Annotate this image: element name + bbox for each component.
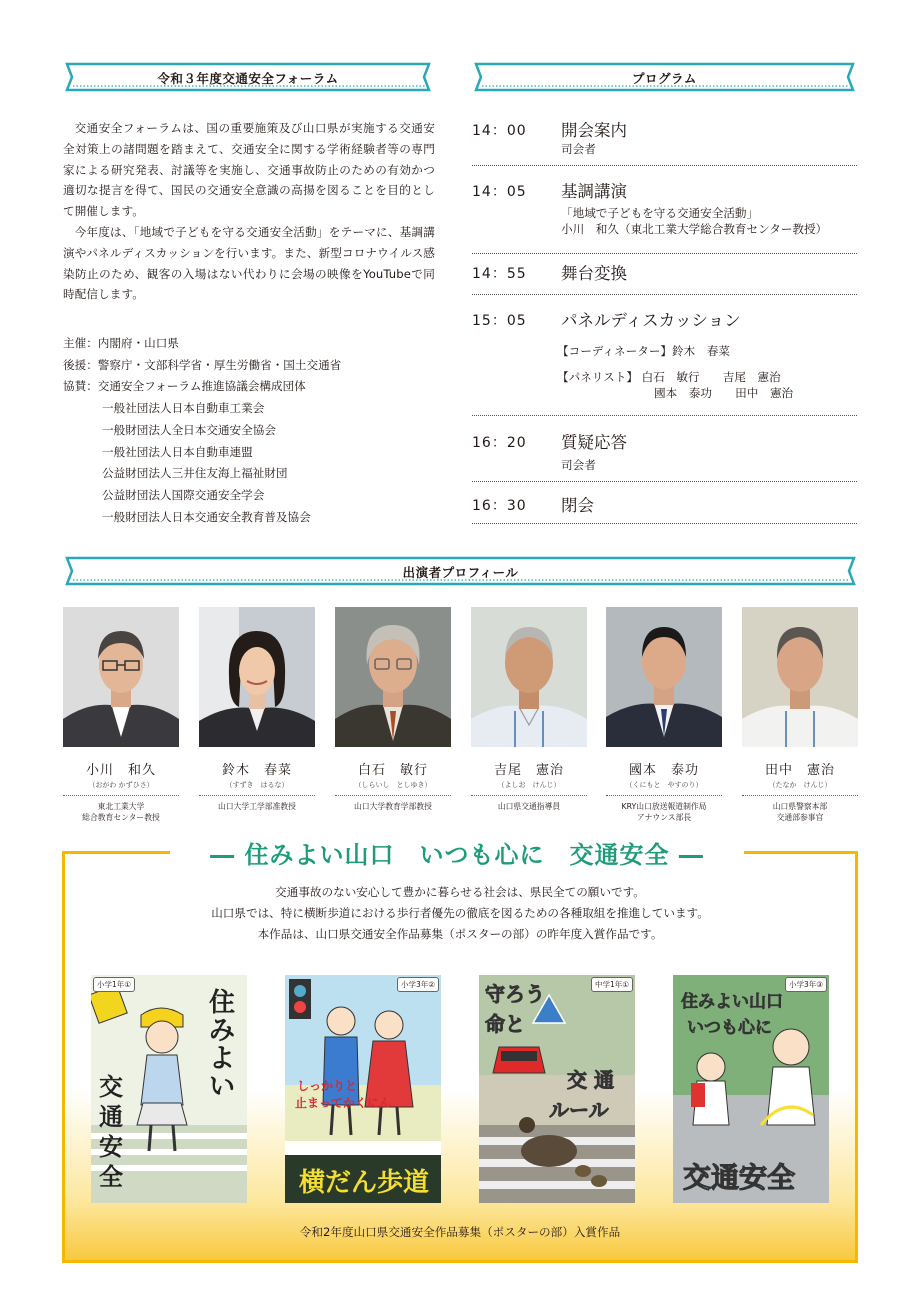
poster-artwork — [285, 975, 441, 1203]
program-item — [472, 495, 857, 524]
campaign-line: 交通事故のない安心して豊かに暮らせる社会は、県民全ての願いです。 — [275, 885, 645, 899]
program-title: 舞台変換 — [561, 264, 627, 283]
program-title: 開会案内 — [561, 121, 627, 140]
program-time: 15：05 — [472, 313, 527, 329]
program-title: パネルディスカッション — [561, 311, 741, 330]
svg-text:交 通: 交 通 — [567, 1068, 614, 1092]
portrait-photo — [471, 607, 587, 747]
poster-grade-label: 小学1年① — [93, 977, 135, 992]
program-sub: 司会者 — [561, 142, 596, 156]
poster-illustration — [673, 975, 829, 1203]
svg-text:交通安全: 交通安全 — [683, 1161, 796, 1194]
svg-text:み: み — [209, 1016, 236, 1046]
sponsor-item: 公益財団法人三井住友海上福祉財団 — [102, 466, 288, 481]
svg-text:よ: よ — [209, 1044, 236, 1074]
campaign-description — [62, 882, 858, 945]
person-name: 國本 泰功 — [628, 763, 699, 778]
program-sub: 小川 和久（東北工業大学総合教育センター教授） — [561, 222, 828, 236]
profile-list — [63, 607, 858, 822]
sponsor-item: 一般財団法人全日本交通安全協会 — [102, 422, 276, 437]
svg-text:命と: 命と — [485, 1012, 525, 1036]
program-title: 閉会 — [561, 496, 594, 515]
poster-illustration — [479, 975, 635, 1203]
campaign-line: 山口県では、特に横断歩道における歩行者優先の徹底を図るための各種取組を推進しています。 — [211, 906, 709, 920]
campaign-line: 本作品は、山口県交通安全作品募集（ポスターの部）の昨年度入賞作品です。 — [257, 927, 663, 941]
svg-text:止まってかくにん: 止まってかくにん — [295, 1096, 392, 1110]
poster-grade-label: 小学3年③ — [785, 977, 827, 992]
profile-card — [199, 607, 315, 812]
svg-text:横だん歩道: 横だん歩道 — [299, 1168, 430, 1198]
poster-grade-label: 小学3年② — [397, 977, 439, 992]
person-name-kana: （たなか けんじ） — [768, 781, 832, 789]
portrait-photo — [606, 607, 722, 747]
svg-text:安: 安 — [99, 1133, 123, 1161]
poster-illustration — [285, 975, 441, 1203]
sponsor-item: 一般社団法人日本自動車工業会 — [102, 401, 265, 416]
profile-card — [63, 607, 179, 823]
intro-paragraph-1: 交通安全フォーラムは、国の重要施策及び山口県が実施する交通安全対策上の諸問題を踏まえて、交通安全に関する学術経験者等の専門家による研究発表、討議等を実施し、交通事故防止のための有効かつ適切な提言を得て、国民の交通安全意識の高揚を図ることを目的として開催します。 — [63, 121, 435, 219]
organizer-list — [63, 333, 443, 528]
poster-grade-label: 中学1年① — [591, 977, 633, 992]
forum-intro — [63, 118, 435, 305]
poster-caption: 令和2年度山口県交通安全作品募集（ポスターの部）入賞作品 — [299, 1225, 621, 1239]
profiles-heading: 出演者プロフィール — [402, 565, 519, 580]
portrait-photo — [742, 607, 858, 747]
program-sub: 國本 泰功 田中 憲治 — [654, 386, 794, 400]
program-time: 14：05 — [472, 184, 527, 200]
person-role: 山口県交通指導員 — [471, 795, 587, 812]
svg-text:住みよい山口: 住みよい山口 — [681, 992, 783, 1012]
program-time: 16：30 — [472, 498, 527, 514]
program-heading: プログラム — [632, 71, 697, 86]
person-name: 小川 和久 — [85, 763, 156, 778]
program-item — [472, 263, 857, 295]
intro-paragraph-2: 今年度は、「地域で子どもを守る交通安全活動」をテーマに、基調講演やパネルディスカッションを行います。また、新型コロナウイルス感染防止のため、観客の入場はない代わりに会場の映像をYouTubeで同時配信します。 — [63, 224, 435, 302]
sponsor-label: 協賛：交通安全フォーラム推進協議会構成団体 — [63, 379, 306, 394]
sponsor-item: 公益財団法人国際交通安全学会 — [102, 487, 265, 502]
person-name-kana: （すずき はるな） — [225, 781, 289, 789]
profile-card — [335, 607, 451, 812]
person-name: 吉尾 憲治 — [493, 763, 564, 778]
portrait-photo — [335, 607, 451, 747]
support: 後援：警察庁・文部科学省・厚生労働省・国土交通省 — [63, 357, 342, 372]
program-sub: 司会者 — [561, 458, 596, 472]
svg-text:通: 通 — [99, 1103, 123, 1131]
person-name: 田中 憲治 — [764, 763, 835, 778]
portrait-photo — [63, 607, 179, 747]
program-time: 14：00 — [472, 123, 527, 139]
organizer: 主催：内閣府・山口県 — [63, 336, 179, 350]
poster-artwork — [91, 975, 247, 1203]
program-sub: 【パネリスト】 白石 敏行 吉尾 憲治 — [557, 370, 781, 384]
person-role: 東北工業大学 総合教育センター教授 — [63, 795, 179, 823]
program-sub: 【コーディネーター】鈴木 春菜 — [557, 344, 730, 358]
svg-text:守ろう: 守ろう — [485, 982, 545, 1006]
svg-text:住: 住 — [209, 988, 236, 1018]
svg-text:い: い — [209, 1072, 236, 1102]
program-heading-banner — [472, 62, 857, 92]
program-title: 基調講演 — [561, 182, 627, 201]
program-item — [472, 432, 857, 482]
forum-heading: 令和３年度交通安全フォーラム — [157, 71, 339, 86]
program-title: 質疑応答 — [561, 433, 627, 452]
program-time: 14：55 — [472, 266, 527, 282]
forum-heading-banner — [63, 62, 433, 92]
person-name-kana: （よしお けんじ） — [497, 781, 561, 789]
campaign-slogan: ― 住みよい山口 いつも心に 交通安全 ― — [170, 833, 744, 877]
svg-text:交: 交 — [99, 1073, 123, 1101]
portrait-photo — [199, 607, 315, 747]
program-item — [472, 181, 857, 254]
profile-card — [606, 607, 722, 823]
person-name-kana: （くにもと やすのり） — [625, 781, 703, 789]
svg-text:いつも心に: いつも心に — [687, 1018, 772, 1038]
profiles-heading-banner — [63, 556, 858, 586]
program-item — [472, 310, 857, 416]
person-role: 山口大学工学部准教授 — [199, 795, 315, 812]
program-time: 16：20 — [472, 435, 527, 451]
poster-illustration — [91, 975, 247, 1203]
svg-text:しっかりと: しっかりと — [297, 1079, 358, 1093]
person-name: 白石 敏行 — [357, 763, 428, 778]
program-item — [472, 120, 857, 166]
person-role: KRY山口放送報道制作局 アナウンス部長 — [606, 795, 722, 823]
person-name-kana: （しらいし としゆき） — [354, 781, 432, 789]
profile-card — [742, 607, 858, 823]
svg-text:ルール: ルール — [549, 1098, 609, 1122]
sponsor-item: 一般財団法人日本交通安全教育普及協会 — [102, 509, 311, 524]
person-name: 鈴木 春菜 — [221, 763, 292, 778]
person-name-kana: （おがわ かずひさ） — [88, 781, 154, 789]
poster-artwork — [479, 975, 635, 1203]
person-role: 山口県警察本部 交通部参事官 — [742, 795, 858, 823]
svg-text:全: 全 — [99, 1163, 123, 1191]
program-sub: 「地域で子どもを守る交通安全活動」 — [561, 206, 759, 220]
person-role: 山口大学教育学部教授 — [335, 795, 451, 812]
poster-artwork — [673, 975, 829, 1203]
sponsor-item: 一般社団法人日本自動車連盟 — [102, 444, 253, 459]
profile-card — [471, 607, 587, 812]
